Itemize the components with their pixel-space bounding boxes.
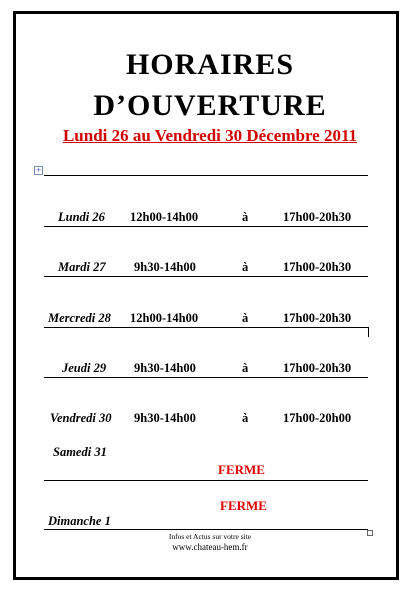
table-bottom-border xyxy=(44,529,368,530)
afternoon-hours: 17h00-20h30 xyxy=(283,260,352,274)
row-divider xyxy=(44,276,368,277)
schedule-row-sunday xyxy=(0,514,420,530)
row-divider xyxy=(44,226,368,227)
date-range-subtitle: Lundi 26 au Vendredi 30 Décembre 2011 xyxy=(62,126,358,145)
schedule-row-monday xyxy=(0,210,420,226)
text-cursor xyxy=(368,327,369,337)
day-label: Vendredi 30 xyxy=(50,411,112,425)
table-top-border xyxy=(44,175,368,176)
morning-hours: 9h30-14h00 xyxy=(134,260,196,274)
separator: à xyxy=(242,260,249,274)
schedule-row-thursday xyxy=(0,361,420,377)
row-divider xyxy=(44,377,368,378)
footer-website: www.chateau-hem.fr xyxy=(172,542,248,552)
day-label: Mercredi 28 xyxy=(48,311,111,325)
page-title-line1: HORAIRES xyxy=(125,48,295,81)
morning-hours: 12h00-14h00 xyxy=(130,311,199,325)
morning-hours: 12h00-14h00 xyxy=(130,210,199,224)
page-title-line2: D’OUVERTURE xyxy=(93,89,327,122)
schedule-row-friday xyxy=(0,411,420,427)
afternoon-hours: 17h00-20h30 xyxy=(283,361,352,375)
morning-hours: 9h30-14h00 xyxy=(134,411,196,425)
morning-hours: 9h30-14h00 xyxy=(134,361,196,375)
sunday-closed-status: FERME xyxy=(220,498,267,513)
day-label: Lundi 26 xyxy=(58,210,105,224)
separator: à xyxy=(242,311,249,325)
day-label: Mardi 27 xyxy=(58,260,106,274)
afternoon-hours: 17h00-20h30 xyxy=(283,311,352,325)
table-move-handle-icon[interactable]: + xyxy=(35,166,42,174)
schedule-row-wednesday xyxy=(0,311,420,327)
separator: à xyxy=(242,411,249,425)
day-label: Samedi 31 xyxy=(53,445,107,459)
saturday-closed-status: FERME xyxy=(218,462,265,477)
afternoon-hours: 17h00-20h00 xyxy=(283,411,352,425)
schedule-row-tuesday xyxy=(0,260,420,276)
footer-info-text: Infos et Actus sur votre site xyxy=(168,532,252,541)
row-divider xyxy=(44,480,368,481)
day-label: Jeudi 29 xyxy=(62,361,107,375)
separator: à xyxy=(242,361,249,375)
row-divider xyxy=(44,327,368,328)
afternoon-hours: 17h00-20h30 xyxy=(283,210,352,224)
day-label: Dimanche 1 xyxy=(48,514,111,528)
separator: à xyxy=(242,210,249,224)
schedule-row-saturday xyxy=(0,445,420,461)
